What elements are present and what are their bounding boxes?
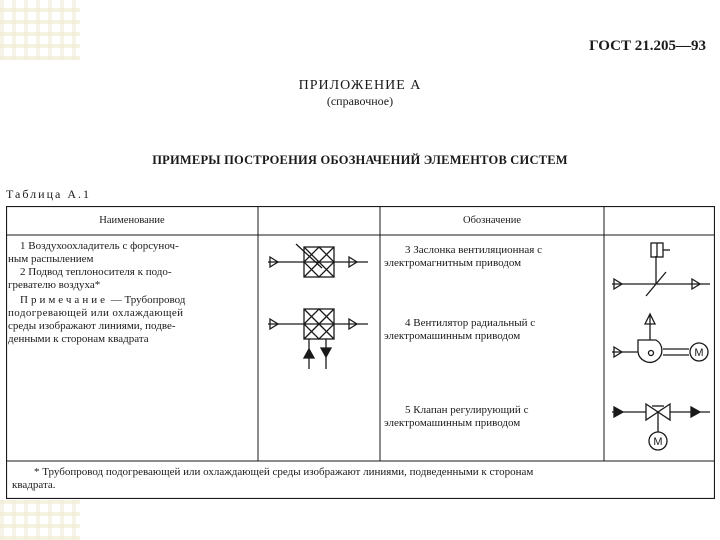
column-header-symbol: Обозначение [462,215,522,226]
table-label: Таблица А.1 [6,187,91,201]
damper-symbol [612,243,710,296]
footnote [12,466,704,492]
appendix-note: (справочное) [326,94,394,108]
valve-motor-letter: М [653,436,663,448]
page-title: ПРИМЕРЫ ПОСТРОЕНИЯ ОБОЗНАЧЕНИЙ ЭЛЕМЕНТОВ СИСТЕМ [152,153,568,167]
page-corner-texture-bottom-overlay [0,500,80,540]
item-4-line-2: электромашинным приводом [384,330,521,342]
item-1-line-2: ным распылением [8,253,94,265]
note-dash: — Трубопровод [107,294,186,306]
note-line-3: среды изображают линиями, подве- [8,320,176,332]
symbols-layer [6,206,715,499]
air-heater-symbol [268,309,368,369]
item-5-line-2: электромашинным приводом [384,417,521,429]
appendix-heading: ПРИЛОЖЕНИЕ А [298,78,422,93]
note-line-2: подогревающей или охлаждающей [8,307,184,319]
air-cooler-symbol [268,244,368,277]
page-corner-texture-overlay [0,0,80,60]
item-2-line-1: 2 Подвод теплоносителя к подо- [20,266,172,278]
item-5-line-1: 5 Клапан регулирующий с [405,404,529,416]
footnote-line-1: * Трубопровод подогревающей или охлаждающей среды изображают линиями, подведенными к сторонам [34,466,534,478]
item-1-line-1: 1 Воздухоохладитель с форсуноч- [20,240,179,252]
note-label: Примечание [20,294,108,306]
column-header-name: Наименование [99,215,165,226]
note-line-4: денными к сторонам квадрата [8,333,149,345]
footnote-line-2: квадрата. [12,479,56,491]
standard-number: ГОСТ 21.205—93 [589,38,706,54]
item-2-line-2: гревателю воздуха* [8,279,101,291]
item-3-line-1: 3 Заслонка вентиляционная с [405,244,542,256]
item-3-line-2: электромагнитным приводом [384,257,522,269]
item-4-line-1: 4 Вентилятор радиальный с [405,317,536,329]
symbols-table [6,206,715,499]
fan-motor-letter: М [694,347,704,359]
